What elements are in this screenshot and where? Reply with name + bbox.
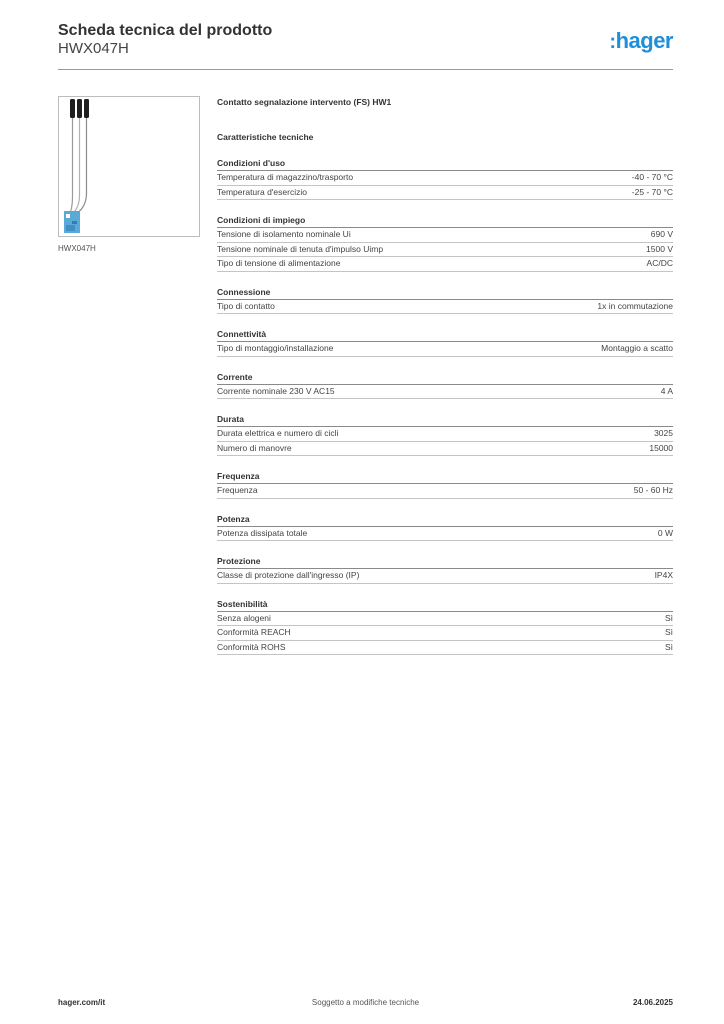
footer-date: 24.06.2025 <box>632 998 673 1007</box>
spec-row <box>217 527 673 542</box>
spec-section <box>217 328 673 357</box>
spec-label: Tipo di contatto <box>217 300 275 311</box>
spec-row <box>217 569 673 584</box>
spec-section <box>217 598 673 656</box>
section-title: Sostenibilità <box>217 598 673 612</box>
spec-value: 1500 V <box>646 243 673 254</box>
section-title: Condizioni d'uso <box>217 157 673 171</box>
spec-label: Durata elettrica e numero di cicli <box>217 428 339 438</box>
header-divider <box>58 69 673 70</box>
spec-section <box>217 555 673 584</box>
spec-value: 15000 <box>649 442 673 453</box>
hager-logo <box>609 28 673 54</box>
spec-row <box>217 342 673 357</box>
section-title: Durata <box>217 413 673 427</box>
spec-heading: Caratteristiche tecniche <box>217 132 314 142</box>
section-title: Corrente <box>217 371 673 385</box>
section-title: Frequenza <box>217 470 673 484</box>
spec-value: 4 A <box>660 385 673 396</box>
product-image <box>58 96 200 237</box>
spec-value: 690 V <box>650 229 673 239</box>
spec-value: AC/DC <box>646 258 673 268</box>
spec-value: Sì <box>664 641 673 652</box>
section-title: Protezione <box>217 555 673 569</box>
spec-value: Sì <box>664 612 673 623</box>
spec-value: Montaggio a scatto <box>601 343 673 353</box>
spec-row <box>217 641 673 656</box>
spec-section <box>217 157 673 200</box>
spec-label: Tipo di montaggio/installazione <box>217 343 334 353</box>
section-title: Potenza <box>217 513 673 527</box>
section-title: Connessione <box>217 286 673 300</box>
spec-label: Numero di manovre <box>217 442 292 453</box>
spec-label: Senza alogeni <box>217 612 271 623</box>
document-title: Scheda tecnica del prodotto <box>58 22 273 39</box>
spec-value: -40 - 70 °C <box>631 172 673 182</box>
spec-label: Corrente nominale 230 V AC15 <box>217 385 335 396</box>
spec-label: Conformità ROHS <box>217 641 286 652</box>
spec-label: Frequenza <box>217 485 258 495</box>
spec-label: Temperatura d'esercizio <box>217 186 307 197</box>
spec-section <box>217 214 673 272</box>
spec-label: Tensione nominale di tenuta d'impulso Uimp <box>217 243 384 254</box>
spec-row <box>217 171 673 186</box>
section-title: Condizioni di impiego <box>217 214 673 228</box>
footer-note: Soggetto a modifiche tecniche <box>311 998 420 1007</box>
spec-row <box>217 385 673 400</box>
spec-value: IP4X <box>654 570 673 580</box>
spec-row <box>217 427 673 442</box>
spec-row <box>217 300 673 315</box>
spec-row <box>217 442 673 457</box>
spec-label: Tensione di isolamento nominale Ui <box>217 229 351 239</box>
spec-label: Classe di protezione dall'ingresso (IP) <box>217 570 360 580</box>
logo-text: hager <box>615 28 673 53</box>
spec-row <box>217 243 673 258</box>
spec-section <box>217 286 673 315</box>
spec-sections <box>217 157 673 655</box>
spec-section <box>217 371 673 400</box>
spec-label: Potenza dissipata totale <box>217 527 308 538</box>
spec-section <box>217 413 673 456</box>
spec-content <box>217 96 673 655</box>
spec-label: Temperatura di magazzino/trasporto <box>217 172 354 182</box>
spec-value: 0 W <box>657 527 673 538</box>
spec-row <box>217 257 673 272</box>
page-header <box>58 22 673 70</box>
spec-row <box>217 186 673 201</box>
spec-section <box>217 470 673 499</box>
spec-value: Sì <box>664 627 673 637</box>
spec-section <box>217 513 673 542</box>
spec-row <box>217 626 673 641</box>
footer-website: hager.com/it <box>58 998 106 1007</box>
spec-value: 1x in commutazione <box>597 300 673 311</box>
spec-row <box>217 484 673 499</box>
page-footer <box>58 998 673 1010</box>
spec-label: Conformità REACH <box>217 627 291 637</box>
product-code: HWX047H <box>58 40 129 57</box>
spec-value: 50 - 60 Hz <box>633 485 673 495</box>
auxiliary-contact-illustration <box>59 97 199 236</box>
spec-value: 3025 <box>654 428 673 438</box>
spec-row <box>217 228 673 243</box>
product-name: Contatto segnalazione intervento (FS) HW1 <box>217 97 392 107</box>
spec-value: -25 - 70 °C <box>631 186 673 197</box>
spec-row <box>217 612 673 627</box>
spec-label: Tipo di tensione di alimentazione <box>217 258 341 268</box>
section-title: Connettività <box>217 328 673 342</box>
image-caption: HWX047H <box>58 244 96 253</box>
logo-colon: : <box>609 31 616 53</box>
